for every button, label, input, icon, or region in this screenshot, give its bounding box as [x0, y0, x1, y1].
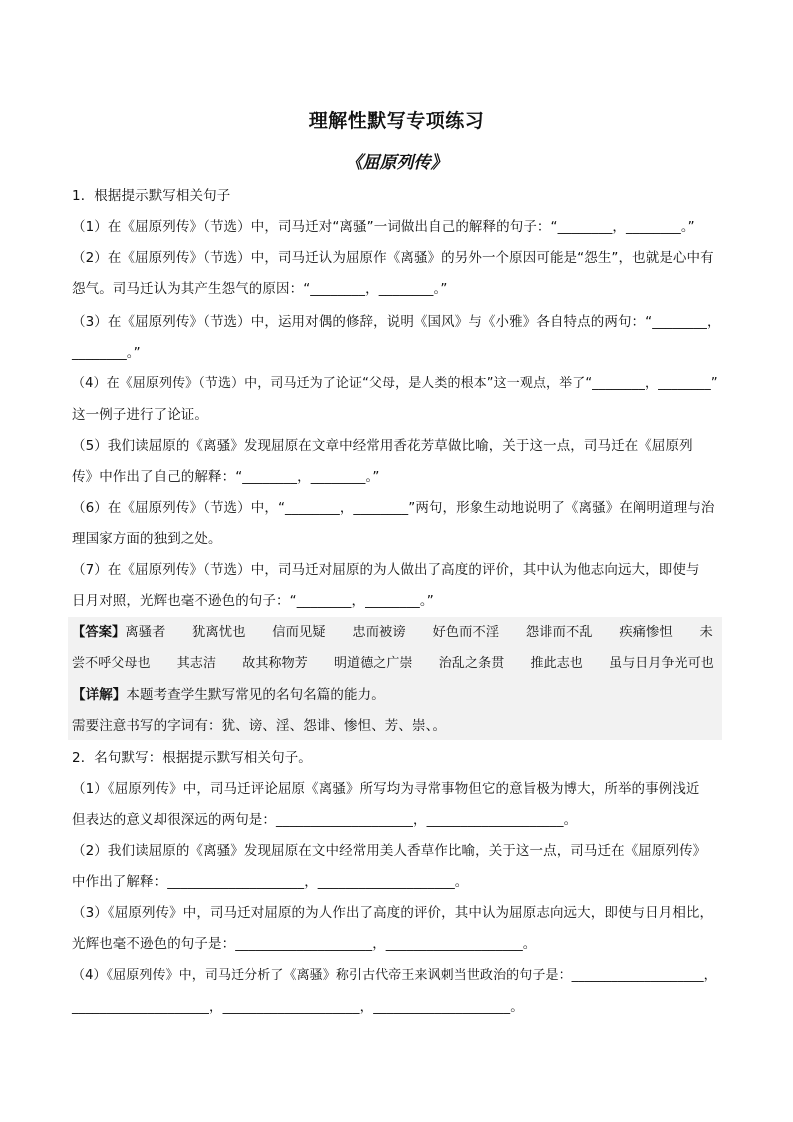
detail-label: 【详解】 [72, 687, 127, 703]
question-line: （7）在《屈原列传》（节选）中，司马迁对屈原的为人做出了高度的评价，其中认为他志向远大，即使与 [72, 562, 700, 578]
document-subtitle: 《屈原列传》 [345, 153, 448, 173]
question-line: 这一例子进行了论证。 [72, 407, 208, 423]
answer-label: 【答案】 [72, 625, 126, 640]
answer-line: 尝不呼父母也 其志洁 故其称物芳 明道德之广崇 治乱之条贯 推此志也 虽与日月争光可也 [72, 656, 714, 671]
question-line: （2）我们读屈原的《离骚》发现屈原在文中经常用美人香草作比喻，关于这一点，司马迁在《屈原列传》 [72, 843, 707, 859]
question-line: （1）《屈原列传》中，司马迁评论屈原《离骚》所写均为寻常事物但它的意旨极为博大，所举的事例浅近 [72, 781, 700, 797]
question-line: （6）在《屈原列传》（节选）中，“________，________”两句，形象生动地说明了《离骚》在阐明道理与治 [72, 500, 715, 516]
answer-text: 离骚者 犹离忧也 信而见疑 忠而被谤 好色而不淫 怨诽而不乱 疾痛惨怛 未 [125, 625, 713, 640]
note-line: 需要注意书写的字词有：犹、谤、淫、怨诽、惨怛、芳、崇、。 [72, 718, 447, 734]
answer-line [72, 623, 713, 643]
question-line: （2）在《屈原列传》（节选）中，司马迁认为屈原作《离骚》的另外一个原因可能是“怨生”，也就是心中有 [72, 250, 714, 266]
question-line: 怨气。司马迁认为其产生怨气的原因：“________，________。” [72, 281, 448, 297]
question-line: ________。” [72, 345, 141, 361]
question-line: （1）在《屈原列传》（节选）中，司马迁对“离骚”一词做出自己的解释的句子：“________，________。” [72, 219, 695, 235]
question-heading: 2．名句默写：根据提示默写相关句子。 [72, 750, 312, 766]
question-line: 理国家方面的独到之处。 [72, 531, 222, 547]
document-title: 理解性默写专项练习 [308, 110, 485, 132]
question-heading: 1．根据提示默写相关句子 [72, 188, 231, 204]
question-line: 但表达的意义却很深远的两句是：____________________，____________________。 [72, 812, 578, 828]
question-line: 日月对照，光辉也毫不逊色的句子：“________，________。” [72, 593, 434, 609]
question-line: （4）在《屈原列传》（节选）中，司马迁为了论证“父母，是人类的根本”这一观点，举了“________，________” [72, 376, 718, 391]
question-line: 中作出了解释：____________________，____________________。 [72, 874, 469, 890]
question-line: （3）《屈原列传》中，司马迁对屈原的为人作出了高度的评价，其中认为屈原志向远大，即使与日月相比， [72, 905, 714, 921]
question-line: ____________________，____________________，____________________。 [72, 999, 524, 1015]
detail-line [72, 685, 385, 705]
detail-text: 本题考查学生默写常见的名句名篇的能力。 [126, 687, 385, 703]
question-line: （5）我们读屈原的《离骚》发现屈原在文章中经常用香花芳草做比喻，关于这一点，司马迁在《屈原列 [72, 438, 693, 454]
question-line: 光辉也毫不逊色的句子是：____________________，____________________。 [72, 936, 537, 952]
question-line: （3）在《屈原列传》（节选）中，运用对偶的修辞，说明《国风》与《小雅》各自特点的两句：“________， [72, 314, 721, 330]
question-line: （4）《屈原列传》中，司马迁分析了《离骚》称引古代帝王来讽刺当世政治的句子是：____________________， [72, 968, 717, 983]
question-line: 传》中作出了自己的解释：“________，________。” [72, 469, 380, 485]
